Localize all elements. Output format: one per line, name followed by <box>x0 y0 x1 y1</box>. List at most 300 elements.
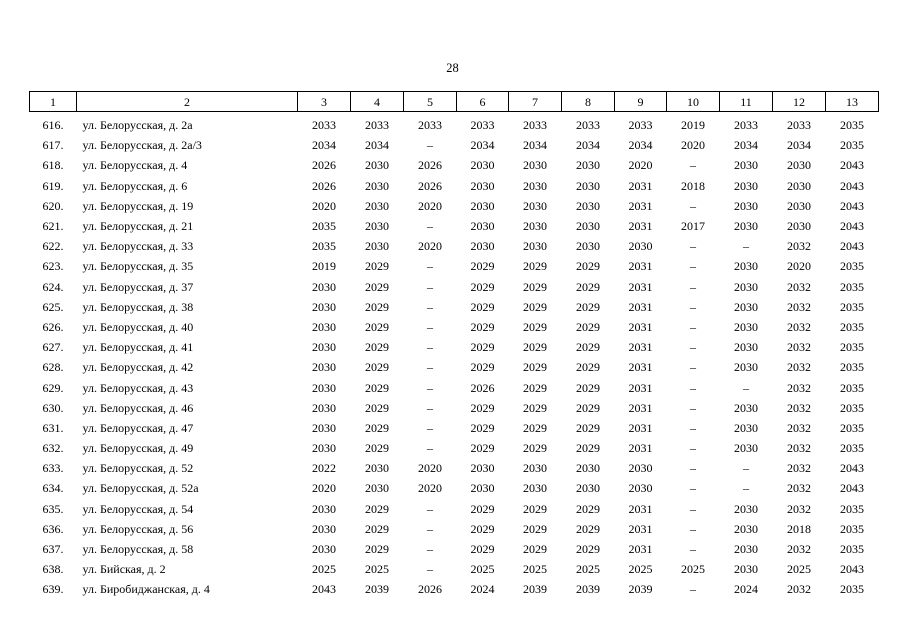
year-cell: 2030 <box>312 340 336 355</box>
year-cell: 2033 <box>470 118 495 133</box>
year-cell: 2030 <box>312 521 336 536</box>
year-cell: 2029 <box>365 259 389 274</box>
year-cell: – <box>690 481 696 496</box>
year-cell: 2029 <box>523 501 547 516</box>
year-cell: 2019 <box>312 259 336 274</box>
row-number: 617. <box>42 138 64 153</box>
year-cell: 2029 <box>523 259 547 274</box>
year-cell: 2026 <box>418 582 442 597</box>
year-cell: 2022 <box>312 461 336 476</box>
table-row <box>30 579 879 599</box>
year-cell: – <box>427 521 433 536</box>
year-cell: 2035 <box>840 299 864 314</box>
year-cell: 2030 <box>734 441 758 456</box>
year-cell: 2029 <box>576 360 600 375</box>
year-cell: – <box>690 461 696 476</box>
year-cell: 2031 <box>628 521 653 536</box>
column-header-1: 1 <box>30 92 77 112</box>
year-cell: 2029 <box>365 501 389 516</box>
year-cell: 2043 <box>840 219 864 234</box>
row-number: 628. <box>42 360 64 375</box>
column-header-6: 6 <box>457 92 509 112</box>
year-cell: 2025 <box>470 562 495 577</box>
year-cell: – <box>690 542 696 557</box>
year-cell: 2029 <box>523 360 547 375</box>
year-cell: 2032 <box>787 360 811 375</box>
year-cell: 2026 <box>418 178 442 193</box>
year-cell: 2035 <box>840 138 864 153</box>
year-cell: 2032 <box>787 461 811 476</box>
year-cell: – <box>743 481 749 496</box>
year-cell: 2025 <box>787 562 811 577</box>
row-number: 623. <box>42 259 64 274</box>
year-cell: 2029 <box>523 299 547 314</box>
year-cell: 2020 <box>418 461 442 476</box>
year-cell: 2025 <box>312 562 336 577</box>
year-cell: 2043 <box>840 481 864 496</box>
year-cell: 2018 <box>681 178 705 193</box>
year-cell: – <box>690 259 696 274</box>
year-cell: 2029 <box>576 400 600 415</box>
year-cell: 2043 <box>840 198 864 213</box>
year-cell: – <box>427 380 433 395</box>
year-cell: 2035 <box>840 501 864 516</box>
year-cell: 2035 <box>840 319 864 334</box>
year-cell: 2030 <box>365 219 389 234</box>
year-cell: 2029 <box>365 340 389 355</box>
year-cell: 2043 <box>312 582 336 597</box>
address-cell: ул. Биробиджанская, д. 4 <box>82 582 210 597</box>
year-cell: 2029 <box>576 420 600 435</box>
address-cell: ул. Белорусская, д. 46 <box>82 400 194 415</box>
year-cell: – <box>427 562 433 577</box>
year-cell: 2030 <box>470 198 495 213</box>
year-cell: 2030 <box>734 340 758 355</box>
year-cell: 2029 <box>470 441 495 456</box>
year-cell: 2030 <box>734 259 758 274</box>
year-cell: 2030 <box>523 239 547 254</box>
year-cell: – <box>427 501 433 516</box>
table-row <box>30 458 879 478</box>
year-cell: 2035 <box>312 239 336 254</box>
year-cell: 2030 <box>365 239 389 254</box>
year-cell: 2029 <box>470 542 495 557</box>
year-cell: 2043 <box>840 178 864 193</box>
table-row <box>30 418 879 438</box>
year-cell: – <box>427 400 433 415</box>
year-cell: 2031 <box>628 299 653 314</box>
year-cell: 2017 <box>681 219 705 234</box>
year-cell: – <box>743 239 749 254</box>
year-cell: 2032 <box>787 239 811 254</box>
row-number: 627. <box>42 340 64 355</box>
year-cell: – <box>690 501 696 516</box>
year-cell: 2030 <box>734 319 758 334</box>
year-cell: 2029 <box>470 279 495 294</box>
year-cell: 2029 <box>523 340 547 355</box>
year-cell: 2030 <box>365 461 389 476</box>
year-cell: 2032 <box>787 420 811 435</box>
address-cell: ул. Белорусская, д. 40 <box>82 319 194 334</box>
year-cell: – <box>690 198 696 213</box>
year-cell: 2019 <box>681 118 705 133</box>
year-cell: 2030 <box>365 158 389 173</box>
year-cell: 2020 <box>312 198 336 213</box>
table-body <box>30 112 879 600</box>
column-header-11: 11 <box>720 92 773 112</box>
year-cell: 2029 <box>523 380 547 395</box>
year-cell: 2030 <box>523 198 547 213</box>
table-row <box>30 377 879 397</box>
year-cell: 2035 <box>840 521 864 536</box>
year-cell: 2031 <box>628 360 653 375</box>
year-cell: 2020 <box>418 239 442 254</box>
year-cell: – <box>427 219 433 234</box>
year-cell: 2029 <box>470 521 495 536</box>
year-cell: 2025 <box>628 562 653 577</box>
table-row <box>30 176 879 196</box>
year-cell: 2035 <box>840 340 864 355</box>
table-row <box>30 196 879 216</box>
table-row <box>30 155 879 175</box>
year-cell: – <box>427 360 433 375</box>
row-number: 638. <box>42 562 64 577</box>
year-cell: 2030 <box>734 420 758 435</box>
year-cell: 2024 <box>734 582 758 597</box>
table-row <box>30 478 879 498</box>
year-cell: 2035 <box>840 279 864 294</box>
year-cell: 2030 <box>734 299 758 314</box>
address-cell: ул. Белорусская, д. 41 <box>82 340 194 355</box>
column-header-4: 4 <box>351 92 404 112</box>
table-row <box>30 112 879 136</box>
row-number: 629. <box>42 380 64 395</box>
year-cell: 2020 <box>628 158 653 173</box>
year-cell: 2035 <box>840 441 864 456</box>
address-cell: ул. Белорусская, д. 2а/3 <box>82 138 202 153</box>
year-cell: 2029 <box>365 279 389 294</box>
year-cell: – <box>690 400 696 415</box>
year-cell: 2030 <box>312 279 336 294</box>
row-number: 625. <box>42 299 64 314</box>
address-cell: ул. Бийская, д. 2 <box>82 562 166 577</box>
year-cell: 2025 <box>576 562 600 577</box>
year-cell: 2029 <box>523 441 547 456</box>
year-cell: – <box>690 582 696 597</box>
year-cell: 2030 <box>365 481 389 496</box>
year-cell: 2029 <box>576 521 600 536</box>
year-cell: 2030 <box>470 239 495 254</box>
year-cell: 2033 <box>523 118 547 133</box>
year-cell: 2031 <box>628 501 653 516</box>
row-number: 630. <box>42 400 64 415</box>
year-cell: 2030 <box>734 521 758 536</box>
year-cell: 2031 <box>628 319 653 334</box>
year-cell: 2029 <box>470 400 495 415</box>
year-cell: 2030 <box>576 239 600 254</box>
table-row <box>30 216 879 236</box>
year-cell: 2032 <box>787 279 811 294</box>
year-cell: 2029 <box>365 441 389 456</box>
year-cell: 2030 <box>734 178 758 193</box>
row-number: 637. <box>42 542 64 557</box>
year-cell: 2031 <box>628 441 653 456</box>
year-cell: – <box>427 441 433 456</box>
year-cell: 2030 <box>787 178 811 193</box>
year-cell: – <box>690 420 696 435</box>
year-cell: 2029 <box>470 420 495 435</box>
year-cell: 2033 <box>418 118 442 133</box>
year-cell: 2035 <box>840 420 864 435</box>
year-cell: 2030 <box>523 158 547 173</box>
year-cell: 2031 <box>628 178 653 193</box>
year-cell: 2030 <box>734 158 758 173</box>
year-cell: 2030 <box>734 400 758 415</box>
column-header-2: 2 <box>77 92 298 112</box>
year-cell: 2034 <box>523 138 547 153</box>
year-cell: 2034 <box>787 138 811 153</box>
year-cell: 2030 <box>312 441 336 456</box>
year-cell: 2029 <box>365 542 389 557</box>
year-cell: 2035 <box>840 380 864 395</box>
year-cell: – <box>690 521 696 536</box>
year-cell: 2029 <box>523 542 547 557</box>
address-cell: ул. Белорусская, д. 33 <box>82 239 194 254</box>
table-row <box>30 438 879 458</box>
year-cell: 2035 <box>840 400 864 415</box>
row-number: 636. <box>42 521 64 536</box>
year-cell: 2039 <box>365 582 389 597</box>
address-cell: ул. Белорусская, д. 54 <box>82 501 194 516</box>
year-cell: 2029 <box>470 340 495 355</box>
year-cell: 2020 <box>681 138 705 153</box>
year-cell: 2035 <box>840 542 864 557</box>
year-cell: 2030 <box>734 501 758 516</box>
table-row <box>30 135 879 155</box>
row-number: 632. <box>42 441 64 456</box>
year-cell: 2029 <box>365 360 389 375</box>
year-cell: 2030 <box>628 461 653 476</box>
year-cell: 2030 <box>470 219 495 234</box>
row-number: 634. <box>42 481 64 496</box>
year-cell: 2029 <box>576 380 600 395</box>
year-cell: – <box>690 360 696 375</box>
year-cell: 2030 <box>734 562 758 577</box>
year-cell: 2035 <box>840 360 864 375</box>
year-cell: 2031 <box>628 259 653 274</box>
year-cell: 2029 <box>576 340 600 355</box>
year-cell: – <box>427 542 433 557</box>
year-cell: – <box>427 299 433 314</box>
year-cell: 2029 <box>576 259 600 274</box>
year-cell: – <box>427 340 433 355</box>
year-cell: 2034 <box>470 138 495 153</box>
table-row <box>30 519 879 539</box>
year-cell: – <box>690 441 696 456</box>
year-cell: 2026 <box>470 380 495 395</box>
year-cell: – <box>690 239 696 254</box>
year-cell: 2032 <box>787 441 811 456</box>
year-cell: 2035 <box>840 259 864 274</box>
row-number: 635. <box>42 501 64 516</box>
row-number: 633. <box>42 461 64 476</box>
year-cell: – <box>690 340 696 355</box>
year-cell: 2030 <box>523 178 547 193</box>
address-cell: ул. Белорусская, д. 58 <box>82 542 194 557</box>
year-cell: 2029 <box>470 360 495 375</box>
address-cell: ул. Белорусская, д. 6 <box>82 178 188 193</box>
year-cell: 2029 <box>576 441 600 456</box>
year-cell: 2030 <box>576 158 600 173</box>
address-cell: ул. Белорусская, д. 52а <box>82 481 199 496</box>
year-cell: 2032 <box>787 501 811 516</box>
year-cell: 2043 <box>840 562 864 577</box>
year-cell: – <box>427 259 433 274</box>
address-cell: ул. Белорусская, д. 38 <box>82 299 194 314</box>
row-number: 626. <box>42 319 64 334</box>
row-number: 624. <box>42 279 64 294</box>
column-header-13: 13 <box>826 92 879 112</box>
year-cell: 2035 <box>840 118 864 133</box>
year-cell: – <box>427 138 433 153</box>
year-cell: 2039 <box>523 582 547 597</box>
year-cell: 2029 <box>470 501 495 516</box>
year-cell: 2034 <box>734 138 758 153</box>
year-cell: 2035 <box>312 219 336 234</box>
address-cell: ул. Белорусская, д. 47 <box>82 420 194 435</box>
year-cell: 2033 <box>576 118 600 133</box>
year-cell: – <box>743 461 749 476</box>
year-cell: 2030 <box>576 178 600 193</box>
year-cell: – <box>427 279 433 294</box>
year-cell: 2026 <box>312 178 336 193</box>
year-cell: 2030 <box>787 158 811 173</box>
table-row <box>30 357 879 377</box>
year-cell: 2029 <box>470 299 495 314</box>
table-row <box>30 256 879 276</box>
page-number: 28 <box>446 61 459 75</box>
address-cell: ул. Белорусская, д. 21 <box>82 219 194 234</box>
year-cell: 2030 <box>312 360 336 375</box>
year-cell: 2034 <box>312 138 336 153</box>
year-cell: – <box>690 319 696 334</box>
year-cell: 2032 <box>787 542 811 557</box>
address-cell: ул. Белорусская, д. 42 <box>82 360 194 375</box>
year-cell: 2030 <box>470 158 495 173</box>
year-cell: 2025 <box>365 562 389 577</box>
table-row <box>30 499 879 519</box>
address-cell: ул. Белорусская, д. 2а <box>82 118 193 133</box>
address-cell: ул. Белорусская, д. 52 <box>82 461 194 476</box>
year-cell: 2032 <box>787 299 811 314</box>
year-cell: 2026 <box>418 158 442 173</box>
year-cell: 2032 <box>787 340 811 355</box>
year-cell: 2033 <box>312 118 336 133</box>
column-header-8: 8 <box>562 92 615 112</box>
year-cell: 2032 <box>787 481 811 496</box>
year-cell: 2018 <box>787 521 811 536</box>
address-cell: ул. Белорусская, д. 35 <box>82 259 194 274</box>
year-cell: 2035 <box>840 582 864 597</box>
year-cell: 2020 <box>787 259 811 274</box>
year-cell: – <box>743 380 749 395</box>
year-cell: 2020 <box>418 481 442 496</box>
column-header-12: 12 <box>773 92 826 112</box>
data-table <box>29 91 879 600</box>
year-cell: 2030 <box>576 481 600 496</box>
year-cell: 2020 <box>312 481 336 496</box>
year-cell: 2020 <box>418 198 442 213</box>
year-cell: 2030 <box>312 420 336 435</box>
year-cell: 2030 <box>734 279 758 294</box>
year-cell: 2029 <box>576 501 600 516</box>
year-cell: 2043 <box>840 461 864 476</box>
year-cell: 2030 <box>312 501 336 516</box>
year-cell: 2030 <box>365 198 389 213</box>
year-cell: 2029 <box>576 542 600 557</box>
year-cell: 2030 <box>628 239 653 254</box>
table-row <box>30 317 879 337</box>
table-row <box>30 539 879 559</box>
year-cell: 2030 <box>576 198 600 213</box>
column-header-5: 5 <box>404 92 457 112</box>
year-cell: 2030 <box>734 219 758 234</box>
year-cell: 2029 <box>523 279 547 294</box>
table-row <box>30 277 879 297</box>
year-cell: 2031 <box>628 340 653 355</box>
column-header-10: 10 <box>667 92 720 112</box>
year-cell: 2029 <box>470 259 495 274</box>
row-number: 616. <box>42 118 64 133</box>
year-cell: 2030 <box>470 178 495 193</box>
address-cell: ул. Белорусская, д. 49 <box>82 441 194 456</box>
year-cell: 2033 <box>365 118 389 133</box>
year-cell: 2043 <box>840 158 864 173</box>
year-cell: 2030 <box>787 198 811 213</box>
year-cell: 2029 <box>576 299 600 314</box>
year-cell: 2030 <box>470 461 495 476</box>
year-cell: 2029 <box>523 521 547 536</box>
year-cell: 2033 <box>734 118 758 133</box>
year-cell: – <box>427 319 433 334</box>
year-cell: 2030 <box>312 299 336 314</box>
year-cell: 2043 <box>840 239 864 254</box>
year-cell: 2030 <box>576 219 600 234</box>
year-cell: 2030 <box>470 481 495 496</box>
year-cell: 2030 <box>734 198 758 213</box>
year-cell: – <box>690 279 696 294</box>
year-cell: 2031 <box>628 420 653 435</box>
year-cell: – <box>690 299 696 314</box>
year-cell: 2024 <box>470 582 495 597</box>
year-cell: 2030 <box>312 380 336 395</box>
year-cell: 2029 <box>365 400 389 415</box>
year-cell: 2030 <box>365 178 389 193</box>
row-number: 622. <box>42 239 64 254</box>
year-cell: – <box>690 158 696 173</box>
table-row <box>30 297 879 317</box>
year-cell: 2029 <box>523 400 547 415</box>
year-cell: 2029 <box>365 420 389 435</box>
year-cell: – <box>427 420 433 435</box>
year-cell: 2033 <box>787 118 811 133</box>
address-cell: ул. Белорусская, д. 43 <box>82 380 194 395</box>
row-number: 621. <box>42 219 64 234</box>
year-cell: 2029 <box>523 420 547 435</box>
year-cell: 2032 <box>787 380 811 395</box>
table-row <box>30 398 879 418</box>
year-cell: 2030 <box>734 542 758 557</box>
